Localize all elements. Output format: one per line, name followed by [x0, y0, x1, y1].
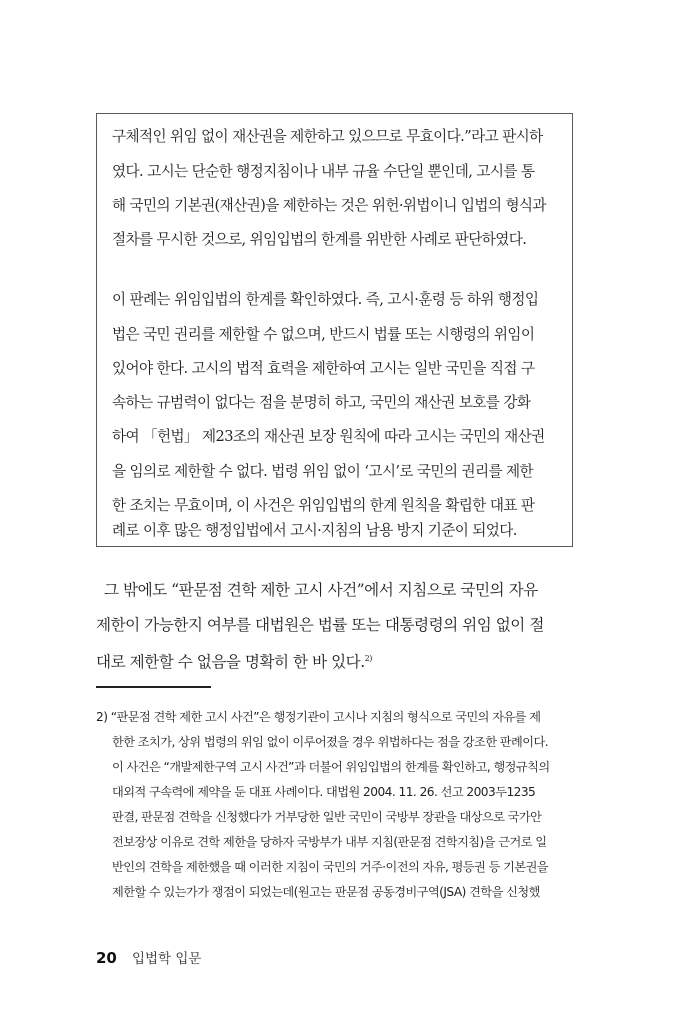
- box-text-line: 속하는 규범력이 없다는 점을 분명히 하고, 국민의 재산권 보호를 강화: [112, 394, 531, 411]
- book-title: 입법학 입문: [131, 951, 202, 967]
- footnote-line: 반인의 견학을 제한했을 때 이러한 지침이 국민의 거주·이전의 자유, 평등권 등 기본권을: [112, 860, 549, 874]
- box-text-line: 구체적인 위임 없이 재산권을 제한하고 있으므로 무효이다.”라고 판시하: [112, 128, 543, 145]
- box-text-line: 있어야 한다. 고시의 법적 효력을 제한하여 고시는 일반 국민을 직접 구: [112, 360, 535, 377]
- box-text-line: 한 조치는 무효이며, 이 사건은 위임입법의 한계 원칙을 확립한 대표 판: [112, 497, 535, 514]
- box-text-line: 법은 국민 권리를 제한할 수 없으며, 반드시 법률 또는 시행령의 위임이: [112, 326, 535, 343]
- page-footer: [96, 947, 201, 967]
- footnote-marker: 2): [96, 710, 108, 724]
- body-text-line: 그 밖에도 “판문점 견학 제한 고시 사건”에서 지침으로 국민의 자유: [104, 581, 538, 599]
- footnote-divider: [96, 686, 211, 688]
- box-text-line: 례로 이후 많은 행정입법에서 고시·지침의 남용 방지 기준이 되었다.: [112, 522, 517, 539]
- footnote-line: 이 사건은 “개발제한구역 고시 사건”과 더불어 위임입법의 한계를 확인하고, 행정규칙의: [112, 760, 550, 774]
- box-text-line: 하여 「헌법」 제23조의 재산권 보장 원칙에 따라 고시는 국민의 재산권: [112, 428, 545, 445]
- body-text-line: 대로 제한할 수 없음을 명확히 한 바 있다.$^{2)}$: [96, 653, 372, 671]
- footnote-line: 2) “판문점 견학 제한 고시 사건”은 행정기관이 고시나 지침의 형식으로 국민의 자유를 제: [96, 710, 541, 724]
- box-text-line: 였다. 고시는 단순한 행정지침이나 내부 규율 수단일 뿐인데, 고시를 통: [112, 163, 535, 180]
- footnote-line: 한한 조치가, 상위 법령의 위임 없이 이루어졌을 경우 위법하다는 점을 강조한 판례이다.: [112, 735, 549, 749]
- footnote-line: 판결, 판문점 견학을 신청했다가 거부당한 일반 국민이 국방부 장관을 대상으로 국가안: [112, 810, 542, 824]
- box-text-line: 이 판례는 위임입법의 한계를 확인하였다. 즉, 고시·훈령 등 하위 행정입: [112, 291, 539, 308]
- box-text-line: 해 국민의 기본권(재산권)을 제한하는 것은 위헌·위법이니 입법의 형식과: [112, 197, 546, 214]
- footnote-reference[interactable]: 2): [364, 654, 372, 663]
- box-text-line: 을 임의로 제한할 수 없다. 법령 위임 없이 ‘고시’로 국민의 권리를 제한: [112, 463, 533, 480]
- footnote-line: 대외적 구속력에 제약을 둔 대표 사례이다. 대법원 2004. 11. 26. 선고 2003두1235: [112, 785, 536, 799]
- box-text-line: 절차를 무시한 것으로, 위임입법의 한계를 위반한 사례로 판단하였다.: [112, 231, 527, 248]
- footnote-line: 제한할 수 있는가가 쟁점이 되었는데(원고는 판문점 공동경비구역(JSA) 견학을 신청했: [112, 885, 540, 899]
- page-number: 20: [96, 949, 117, 967]
- body-text-line: 제한이 가능한지 여부를 대법원은 법률 또는 대통령령의 위임 없이 절: [96, 616, 544, 634]
- footnote-line: 전보장상 이유로 견학 제한을 당하자 국방부가 내부 지침(판문점 견학지침)을 근거로 일: [112, 835, 547, 849]
